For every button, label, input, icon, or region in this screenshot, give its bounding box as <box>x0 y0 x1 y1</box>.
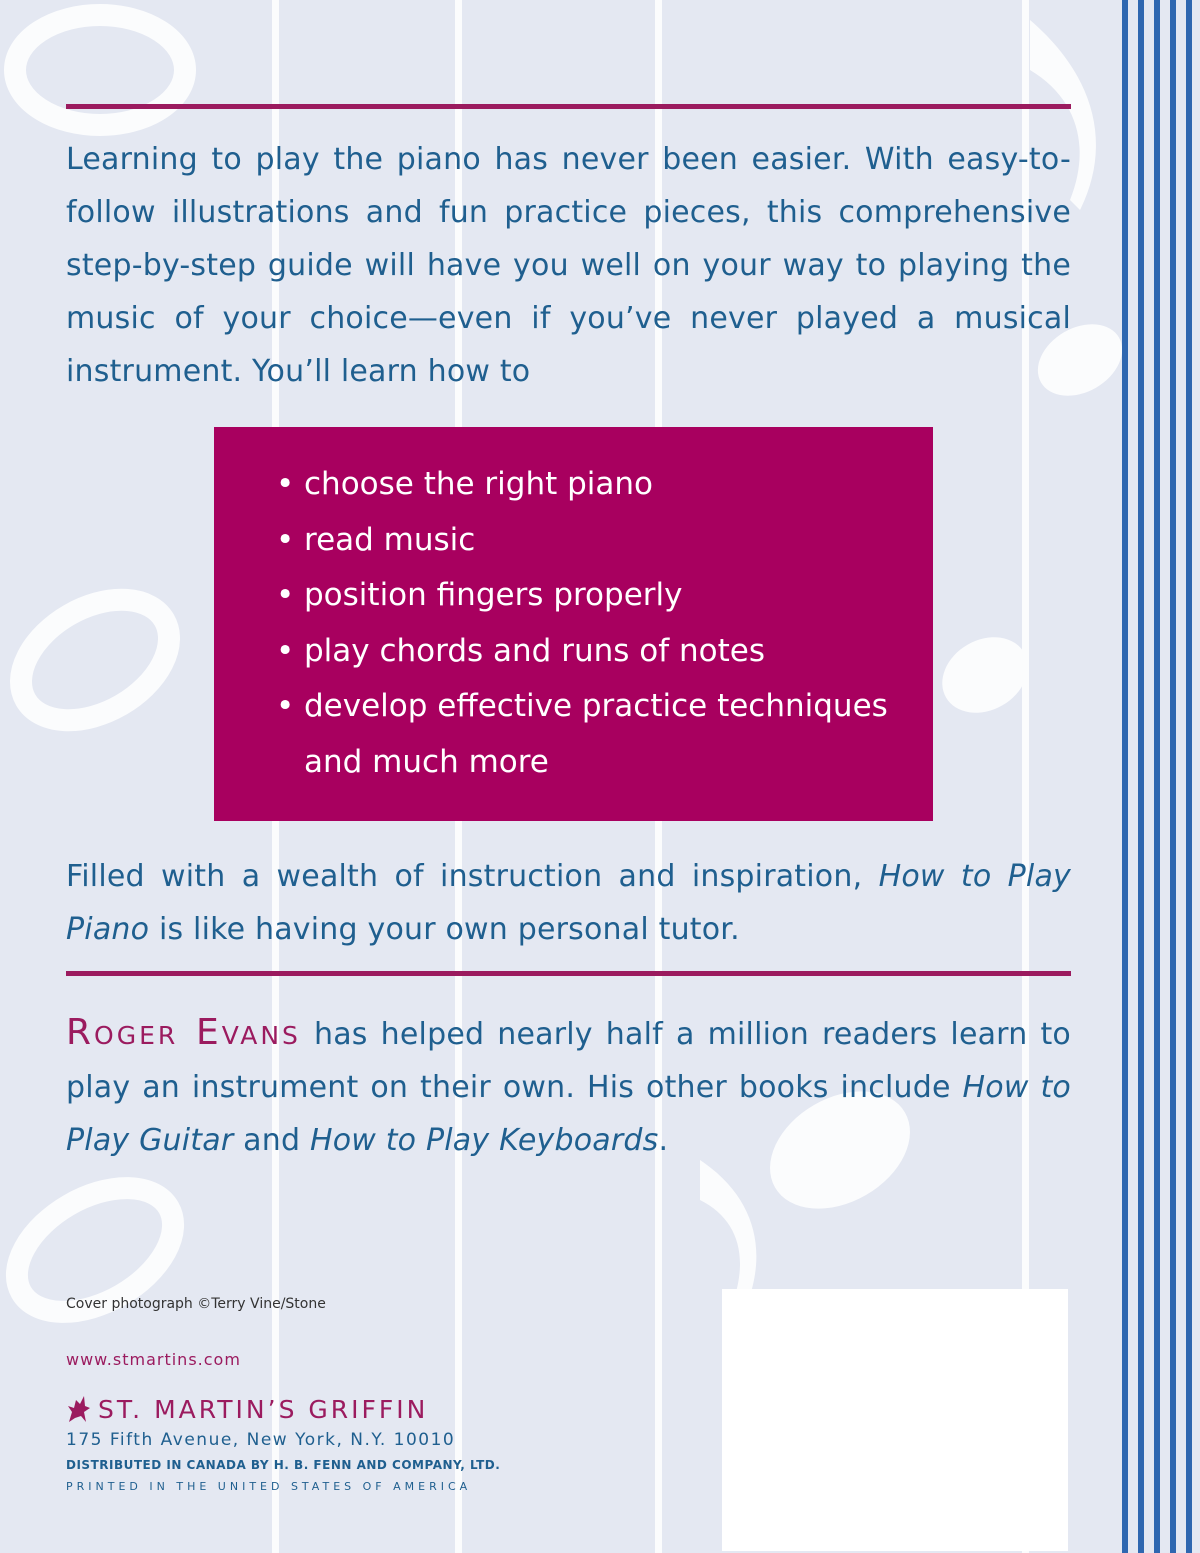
publisher-address: 175 Fifth Avenue, New York, N.Y. 10010 <box>66 1430 456 1450</box>
bullet-icon: • <box>276 466 295 502</box>
book-title: How to Play Piano <box>66 859 1071 947</box>
features-list <box>276 457 888 791</box>
book-title: How to Play Guitar <box>66 1070 1071 1158</box>
list-item: • choose the right piano <box>276 457 888 513</box>
bullet-icon: • <box>276 688 295 725</box>
list-item: • develop effective practice techniques <box>276 679 888 735</box>
photo-credit: Cover photograph ©Terry Vine/Stone <box>66 1296 326 1312</box>
barcode-area <box>722 1289 1068 1551</box>
book-title: How to Play Keyboards <box>309 1123 659 1158</box>
publisher-info <box>66 1394 500 1493</box>
distribution-note: DISTRIBUTED IN CANADA BY H. B. FENN AND COMPANY, LTD. <box>66 1458 501 1472</box>
intro-paragraph: Learning to play the piano has never been easier. With easy-to-follow illustrations and fun practice pieces, this comprehensive step-by-step guide will have you well on your way to playing the music of your choice—even if you’ve never played a musical instrument. You’ll learn how to <box>66 142 1071 389</box>
spine-stripes <box>1112 0 1200 1553</box>
website-link[interactable]: www.stmartins.com <box>66 1350 241 1369</box>
author-name: Roger Evans <box>66 1012 301 1053</box>
features-box <box>214 427 933 821</box>
middle-divider <box>66 971 1071 976</box>
list-item: • position fingers properly <box>276 568 888 624</box>
top-divider <box>66 104 1071 109</box>
author-bio: Roger Evans has helped nearly half a million readers learn to play an instrument on their own. His other books include How to Play Guitar and How to Play Keyboards. <box>66 1012 1071 1158</box>
list-item: • read music <box>276 513 888 569</box>
list-item: • play chords and runs of notes <box>276 624 888 680</box>
publisher-name: ST. MARTIN’S GRIFFIN <box>66 1394 500 1424</box>
bullet-icon: • <box>276 521 295 558</box>
closing-paragraph: Filled with a wealth of instruction and inspiration, How to Play Piano is like having your own personal tutor. <box>66 859 1071 947</box>
griffin-logo-icon <box>66 1394 92 1424</box>
bullet-icon: • <box>276 577 295 614</box>
bullet-icon: • <box>276 632 295 669</box>
list-item: and much more <box>304 743 549 780</box>
printed-in-note: PRINTED IN THE UNITED STATES OF AMERICA <box>66 1480 472 1493</box>
